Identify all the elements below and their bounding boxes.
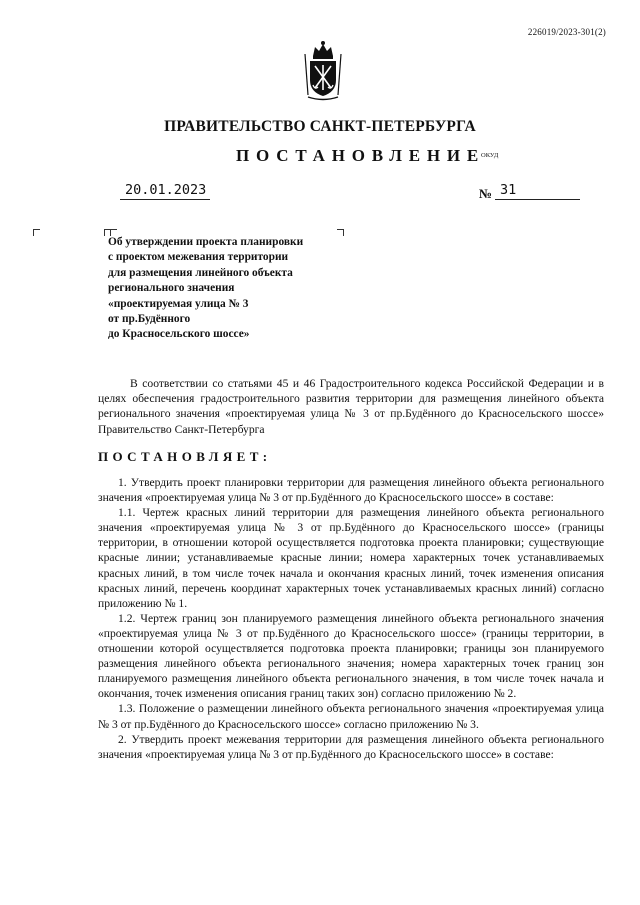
subject-line: для размещения линейного объекта: [108, 266, 293, 279]
okud-label: ОКУД: [481, 152, 499, 159]
subject-line: регионального значения: [108, 282, 235, 295]
government-name: ПРАВИТЕЛЬСТВО САНКТ-ПЕТЕРБУРГА: [164, 118, 476, 135]
subject-line: «проектируемая улица № 3: [108, 297, 249, 310]
decree-paragraph: 1.2. Чертеж границ зон планируемого размещения линейного объекта регионального значения «проектируемая улица № 3 от пр.Будённого до Красносельского шоссе» (границы территории, в отношении которой осуществляется подготовка проекта планировки; границы зон планируемого размещения линейного объекта регионального значения; номера характерных точек границ зон планируемого размещения линейного объекта регионального значения, в том числе точек начала и окончания, точек изменения описания границ таких зон) согласно приложению № 2.: [98, 611, 604, 701]
document-registration-number: 226019/2023-301(2): [527, 27, 606, 37]
decree-body: [98, 475, 604, 762]
subject-line: от пр.Будённого: [108, 313, 191, 326]
decree-paragraph: 1. Утвердить проект планировки территории для размещения линейного объекта регионального значения «проектируемая улица № 3 от пр.Будённого до Красносельского шоссе» в составе:: [98, 476, 604, 505]
number-sign: №: [479, 186, 493, 201]
corner-mark-outer-left: [33, 229, 40, 236]
number-underline: [495, 199, 580, 200]
decree-heading: ПОСТАНОВЛЯЕТ:: [98, 449, 272, 464]
document-type-title: ПОСТАНОВЛЕНИЕ: [236, 146, 486, 165]
saint-petersburg-coat-of-arms-icon: [302, 40, 344, 102]
decree-paragraph: 1.3. Положение о размещении линейного объекта регионального значения «проектируемая улица № 3 от пр.Будённого до Красносельского шоссе» согласно приложению № 3.: [98, 702, 604, 731]
date-underline: [120, 199, 210, 200]
preamble-paragraph: В соответствии со статьями 45 и 46 Градостроительного кодекса Российской Федерации и в целях обеспечения градостроительного развития территории для размещения линейного объекта регионального значения «проектируемая улица № 3 от пр.Будённого до Красносельского шоссе» Правительство Санкт-Петербурга: [98, 377, 604, 436]
decree-paragraph: 2. Утвердить проект межевания территории для размещения линейного объекта регионального значения «проектируемая улица № 3 от пр.Будённого до Красносельского шоссе» в составе:: [98, 732, 604, 761]
subject-line: до Красносельского шоссе»: [108, 328, 250, 341]
document-date: 20.01.2023: [125, 182, 207, 198]
decree-paragraph: 1.1. Чертеж красных линий территории для размещения линейного объекта регионального значения «проектируемая улица № 3 от пр.Будённого до Красносельского шоссе» (границы территории, в отношении которой осуществляется подготовка проекта планировки; существующие красные линии; устанавливаемые красные линии; номера характерных точек устанавливаемых красных линий, в том числе точек начала и окончания красных линий, точек изменения описания красных линий, перечень координат характерных точек устанавливаемых красных линий) согласно приложению № 1.: [98, 506, 604, 610]
document-subject: [108, 235, 348, 343]
subject-line: с проектом межевания территории: [108, 251, 289, 264]
document-number: 31: [500, 182, 517, 198]
subject-line: Об утверждении проекта планировки: [108, 236, 304, 248]
